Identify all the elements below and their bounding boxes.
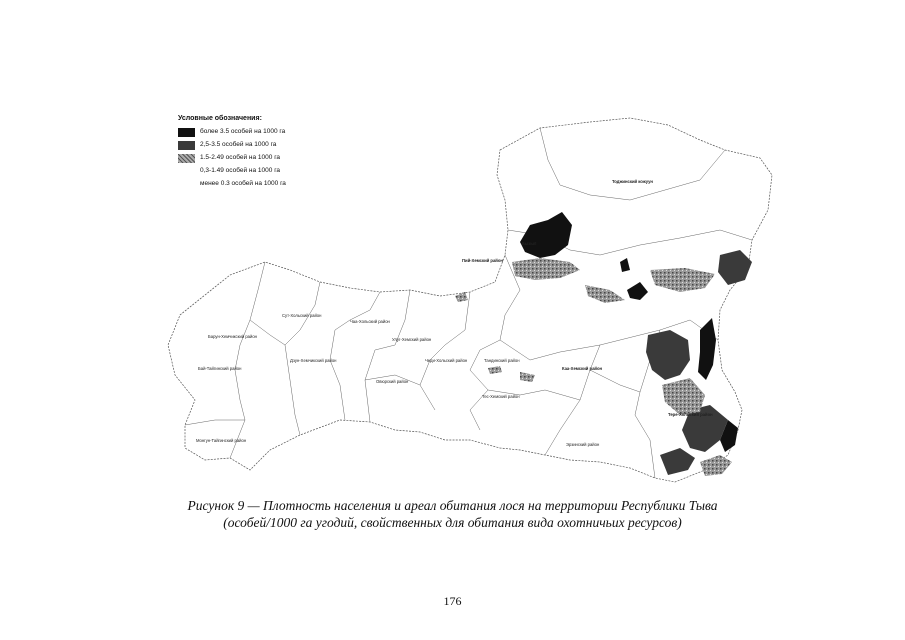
- svg-text:Улуг-Хемский район: Улуг-Хемский район: [392, 337, 432, 342]
- svg-text:Тере-Хольский район: Тере-Хольский район: [668, 412, 713, 417]
- svg-text:Эрзинский район: Эрзинский район: [566, 442, 600, 447]
- svg-text:Монгун-Тайгинский район: Монгун-Тайгинский район: [196, 438, 247, 443]
- legend-swatch: [178, 128, 195, 137]
- legend-swatch: [178, 154, 195, 163]
- map-legend: [178, 115, 286, 191]
- legend-label: 2,5-3.5 особей на 1000 га: [200, 141, 277, 149]
- svg-text:Овюрский район: Овюрский район: [376, 379, 409, 384]
- svg-text:Барун-Хемчикский район: Барун-Хемчикский район: [208, 334, 257, 339]
- legend-label: менее 0.3 особей на 1000 га: [200, 180, 286, 188]
- legend-label: 0,3-1.49 особей на 1000 га: [200, 167, 281, 175]
- figure-caption: [0, 497, 905, 531]
- caption-line-2: (особей/1000 га угодий, свойственных для обитания вида охотничьих ресурсов): [223, 515, 682, 530]
- legend-swatch: [178, 167, 195, 176]
- svg-text:Тес-Хемский район: Тес-Хемский район: [482, 394, 520, 399]
- svg-text:Тоджинский кожуун: Тоджинский кожуун: [612, 179, 653, 184]
- svg-text:Чаа-Хольский район: Чаа-Хольский район: [350, 319, 390, 324]
- district-labels: [196, 179, 713, 447]
- legend-title: Условные обозначения:: [178, 115, 262, 122]
- legend-item: [178, 178, 286, 191]
- svg-text:Бай-Тайгинский район: Бай-Тайгинский район: [198, 366, 242, 371]
- legend-item: [178, 152, 286, 165]
- legend-item: [178, 126, 286, 139]
- legend-item: [178, 165, 286, 178]
- svg-text:Каа-Хемский район: Каа-Хемский район: [562, 366, 603, 371]
- svg-text:Чеди-Хольский район: Чеди-Хольский район: [425, 358, 468, 363]
- svg-text:Кызыл: Кызыл: [522, 241, 537, 246]
- svg-text:Пий-Хемский район: Пий-Хемский район: [462, 258, 503, 263]
- svg-text:Сут-Хольский район: Сут-Хольский район: [282, 313, 322, 318]
- legend-swatch: [178, 180, 195, 189]
- legend-item: [178, 139, 286, 152]
- legend-swatch: [178, 141, 195, 150]
- legend-label: более 3.5 особей на 1000 га: [200, 128, 286, 136]
- legend-label: 1.5-2.49 особей на 1000 га: [200, 154, 281, 162]
- page-number: 176: [443, 594, 462, 608]
- caption-line-1: Рисунок 9 — Плотность населения и ареал обитания лося на территории Республики Тыва: [187, 498, 718, 513]
- svg-text:Дзун-Хемчикский район: Дзун-Хемчикский район: [290, 358, 337, 363]
- svg-text:Тандинский район: Тандинский район: [484, 358, 520, 363]
